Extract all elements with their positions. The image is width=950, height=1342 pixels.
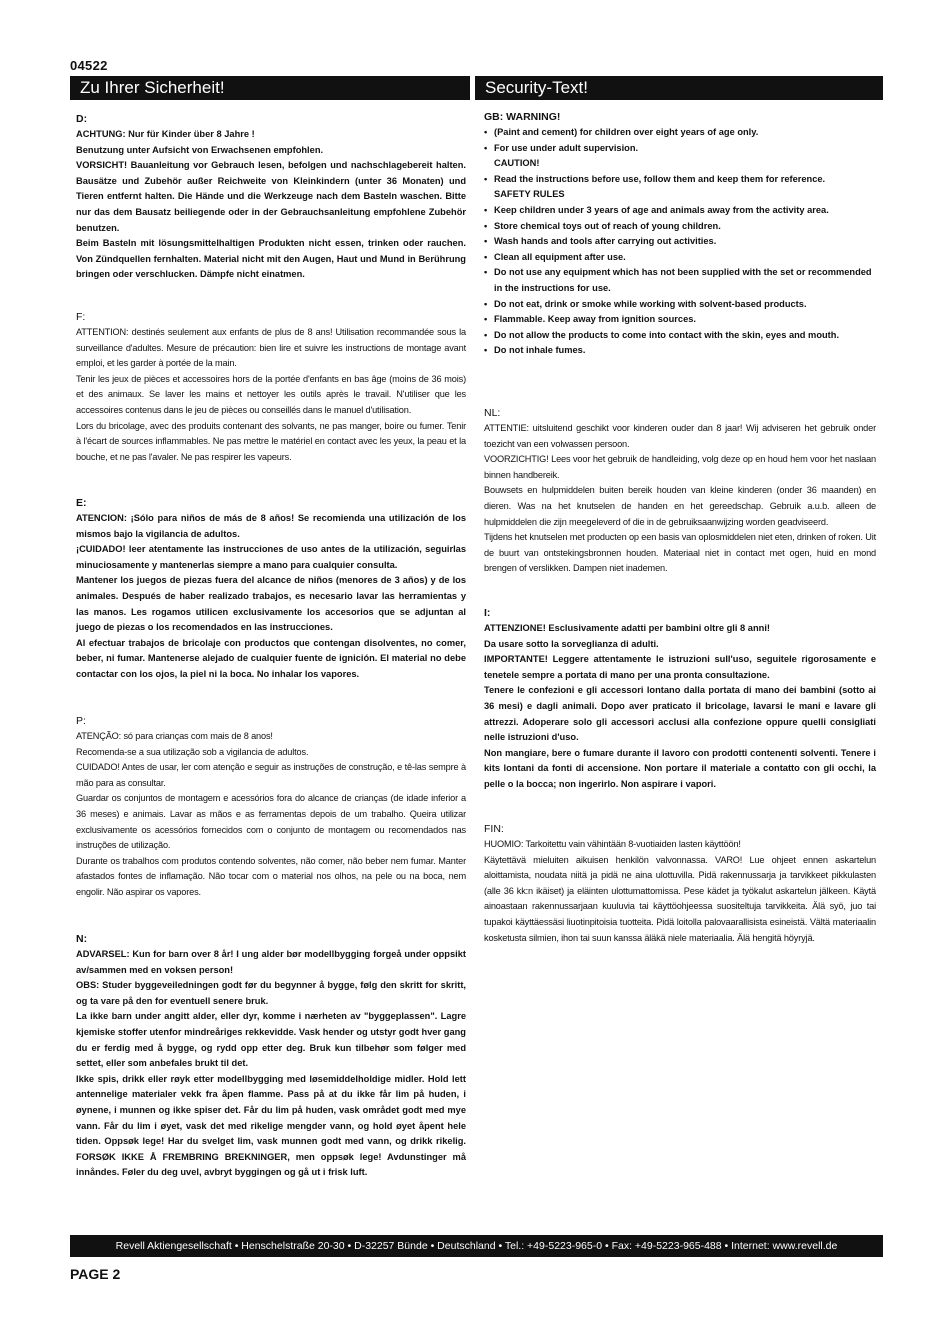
section-italian (484, 606, 876, 793)
paragraph: VOORZICHTIG! Lees voor het gebruik de handleiding, volg deze op en houd hem voor het naslaan binnen handbereik. (484, 454, 876, 480)
header-right-title: Security-Text! (475, 76, 883, 100)
list-item: • Do not allow the products to come into contact with the skin, eyes and mouth. (484, 328, 876, 344)
paragraph: CUIDADO! Antes de usar, ler com atenção e seguir as instruções de construção, e tê-las sempre à mão para as consultar. (76, 762, 466, 788)
section-dutch (484, 406, 876, 577)
section-label: E: (76, 497, 87, 509)
paragraph: Beim Basteln mit lösungsmittelhaltigen Produkten nicht essen, trinken oder rauchen. Von Zündquellen fernhalten. Material nicht mit den Augen, Haut und Mund in Berührung bringen oder verschlucken. Dämpfe nicht einatmen. (76, 238, 466, 280)
page-number: PAGE 2 (70, 1266, 121, 1282)
document-id: 04522 (70, 58, 108, 73)
list-item: • Keep children under 3 years of age and animals away from the activity area. (484, 203, 876, 219)
section-label: N: (76, 933, 88, 945)
section-label: GB: WARNING! (484, 111, 561, 123)
section-label: D: (76, 113, 88, 125)
paragraph: La ikke barn under angitt alder, eller dyr, komme i nærheten av "byggeplassen". Lagre kjemiske stoffer utenfor mindreåriges rekkevidde. Vask hender og utstyr godt hver gang du er ferdig med å bygge, og rydd opp etter deg. Bruk kun tilbehør som følger med settet, eller som anbefales brukt til det. (76, 1011, 466, 1069)
paragraph: Ikke spis, drikk eller røyk etter modellbygging med løsemiddelholdige midler. Hold lett antennelige materialer vekk fra åpen flamme. Pass på at du ikke får lim på huden, i øynene, i munnen og ikke spiser det. Får du lim på huden, vask området godt med mye vann. Får du lim i øyet, vask det med rikelige mengder vann, og hold øyet åpent hele tiden. Oppsøk lege! Har du svelget lim, vask munnen godt med vann, og drikk rikelig. FORSØK IKKE Å FREMBRING BREKNINGER, men oppsøk lege! Avdunstinger må innåndes. Føler du deg uvel, avbryt byggingen og gå ut i frisk luft. (76, 1073, 466, 1178)
section-label: I: (484, 607, 491, 619)
section-label: P: (76, 715, 86, 727)
paragraph: ATTENTION: destinés seulement aux enfants de plus de 8 ans! Utilisation recommandée sous la surveillance d'adultes. Mesure de précaution: bien lire et suivre les instructions de montage avant emploi, et les garder à portée de la main. (76, 327, 466, 369)
section-norwegian (76, 932, 466, 1181)
paragraph: Tenir les jeux de pièces et accessoires hors de la portée d'enfants en bas âge (moins de 36 mois) et des animaux. Se laver les mains et nettoyer les outils après le travail. N'utiliser que les accessoires contenus dans le jeu de pièces ou conseillés dans le manuel d'utilisation. (76, 373, 466, 415)
paragraph: Lors du bricolage, avec des produits contenant des solvants, ne pas manger, boire ou fumer. Tenir à l'écart de sources inflammables. Ne pas mettre le matériel en contact avec les yeux, la peau et la bouche, et ne pas l'avaler. Ne pas respirer les vapeurs. (76, 420, 466, 462)
paragraph: Recomenda-se a sua utilização sob a vigilancia de adultos. (76, 746, 309, 757)
section-portuguese (76, 714, 466, 901)
section-label: NL: (484, 407, 501, 419)
list-item: • Do not use any equipment which has not been supplied with the set or recommended in the instructions for use. (484, 265, 876, 296)
paragraph: ATTENZIONE! Esclusivamente adatti per bambini oltre gli 8 anni! (484, 623, 771, 633)
paragraph: Non mangiare, bere o fumare durante il lavoro con prodotti contenenti solventi. Tenere i kits lontani da fonti di accensione. Non portare il materiale a contatto con gli occhi, la pelle o la bocca; non ingerirlo. Non aspirare i vapori. (484, 747, 876, 789)
caution-heading: CAUTION! (494, 158, 540, 169)
section-label: F: (76, 311, 86, 323)
list-item: • Do not inhale fumes. (484, 343, 876, 359)
header-left-title: Zu Ihrer Sicherheit! (70, 76, 470, 100)
paragraph: HUOMIO: Tarkoitettu vain vähintään 8-vuotiaiden lasten käyttöön! (484, 839, 741, 849)
paragraph: IMPORTANTE! Leggere attentamente le istruzioni sull'uso, seguitele rigorosamente e tenetele sempre a portata di mano per una pronta consultazione. (484, 654, 876, 680)
paragraph: Tenere le confezioni e gli accessori lontano dalla portata di mano dei bambini (sotto ai 36 mesi) e dagli animali. Dopo aver praticato il bricolage, lavarsi le mani e lavare gli attrezzi. Adoperare solo gli accessori acclusi alla confezione oppure quelli consigliati nelle istruzioni d'uso. (484, 685, 876, 743)
list-item: • (Paint and cement) for children over eight years of age only. (484, 125, 876, 141)
paragraph: ATENCION: ¡Sólo para niños de más de 8 años! Se recomienda una utilización de los mismos bajo la vigilancia de adultos. (76, 513, 466, 539)
paragraph: Durante os trabalhos com produtos contendo solventes, não comer, não beber nem fumar. Manter afastados fontes de inflamação. Não tocar com o material nos olhos, na pele ou na boca, nem engolir. Não aspirar os vapores. (76, 855, 466, 897)
list-item: • Store chemical toys out of reach of young children. (484, 219, 876, 235)
paragraph: ¡CUIDADO! leer atentamente las instrucciones de uso antes de la utilización, seguirlas minuciosamente y mantenerlas siempre a mano para cualquier consulta. (76, 544, 466, 570)
paragraph: ATENÇÃO: só para crianças com mais de 8 anos! (76, 731, 273, 741)
paragraph: Käytettävä mieluiten aikuisen henkilön valvonnassa. VARO! Lue ohjeet ennen askartelun aloittamista, noudata niitä ja pidä ne aina ulottuvilla. Pidä rakennussarja ja tarvikkeet pikkulasten (alle 36 kk:n ikäiset) ja eläinten ulottumattomissa. Pese kädet ja työkalut askartelun jälkeen. Käytä ainoastaan rakennussarjaan kuuluvia tai käyttöohjeessa suositeltuja tarvikkeita. Älä syö, juo tai tupakoi käyttäessäsi liuotinpitoisia tuotteita. Pidä loitolla palovaarallisista esineistä. Vältä materiaalin kosketusta silmien, ihon tai suun kanssa äläkä niele materiaalia. Älä hengitä höyryjä. (484, 854, 876, 943)
paragraph: Guardar os conjuntos de montagem e acessórios fora do alcance de crianças (de idade inferior a 36 meses) e animais. Lavar as mãos e as ferramentas depois de um trabalho. Queira utilizar exclusivamente os acessórios fornecidos com o conjunto de montagem ou recomendados nas instruções de utilização. (76, 793, 466, 851)
paragraph: Benutzung unter Aufsicht von Erwachsenen empfohlen. (76, 144, 324, 155)
list-item: • For use under adult supervision. (484, 141, 876, 157)
paragraph: Bouwsets en hulpmiddelen buiten bereik houden van kleine kinderen (onder 36 maanden) en dieren. Was na het knutselen de handen en het gereedschap. Gebruik a.u.b. alleen de hulpmiddelen die zijn meegeleverd of die in de gebruiksaanwijzing worden geadviseerd. (484, 485, 876, 527)
safety-rules-heading: SAFETY RULES (494, 189, 565, 200)
list-item: • Do not eat, drink or smoke while working with solvent-based products. (484, 297, 876, 313)
warning-list (484, 125, 876, 359)
list-item: • Wash hands and tools after carrying out activities. (484, 234, 876, 250)
footer-address-bar: Revell Aktiengesellschaft • Henschelstraße 20-30 • D-32257 Bünde • Deutschland • Tel.: +49-5223-965-0 • Fax: +49-5223-965-488 • Internet: www.revell.de (70, 1235, 883, 1257)
section-spanish (76, 496, 466, 683)
section-english (484, 110, 876, 359)
paragraph: ADVARSEL: Kun for barn over 8 år! I ung alder bør modellbygging forgeå under oppsikt av/sammen med en voksen person! (76, 949, 466, 975)
paragraph: Mantener los juegos de piezas fuera del alcance de niños (menores de 3 años) y de los animales. Después de haber realizado trabajos, es necesario lavar las herramientas y las manos. Les rogamos utilicen exclusivamente los accesorios que se adjuntan al juego de piezas o los recomendados en las instrucciones. (76, 575, 466, 633)
list-item: • Clean all equipment after use. (484, 250, 876, 266)
paragraph: Da usare sotto la sorveglianza di adulti. (484, 638, 659, 649)
section-german (76, 112, 466, 283)
paragraph: ATTENTIE: uitsluitend geschikt voor kinderen ouder dan 8 jaar! Wij adviseren het gebruik onder toezicht van een volwassen persoon. (484, 423, 876, 449)
paragraph: Tijdens het knutselen met producten op een basis van oplosmiddelen niet eten, drinken of roken. Uit de buurt van ontstekingsbronnen houden. Materiaal niet in contact met ogen, huid en mond brengen of verslikken. Dampen niet inademen. (484, 532, 876, 574)
paragraph: OBS: Studer byggeveiledningen godt før du begynner å bygge, følg den skritt for skritt, og ta vare på den for eventuell senere bruk. (76, 980, 466, 1006)
section-finnish (484, 822, 876, 946)
paragraph: Al efectuar trabajos de bricolaje con productos que contengan disolventes, no comer, beber, ni fumar. Mantenerse alejado de cualquier fuente de ignición. El material no debe contactar con los ojos, la piel ni la boca. No inhalar los vapores. (76, 637, 466, 679)
list-item: • Flammable. Keep away from ignition sources. (484, 312, 876, 328)
list-item: • Read the instructions before use, follow them and keep them for reference. (484, 172, 876, 188)
section-french (76, 310, 466, 465)
paragraph: VORSICHT! Bauanleitung vor Gebrauch lesen, befolgen und nachschlagebereit halten. Bausätze und Zubehör außer Reichweite von Kleinkindern (unter 36 Monaten) und Tieren entfernt halten. Die Hände und die Werkzeuge nach dem Basteln waschen. Bitte nur das dem Bausatz beiliegende oder in der Gebrauchsanleitung empfohlene Zubehör benutzen. (76, 160, 466, 233)
section-label: FIN: (484, 823, 504, 835)
paragraph: ACHTUNG: Nur für Kinder über 8 Jahre ! (76, 129, 255, 139)
